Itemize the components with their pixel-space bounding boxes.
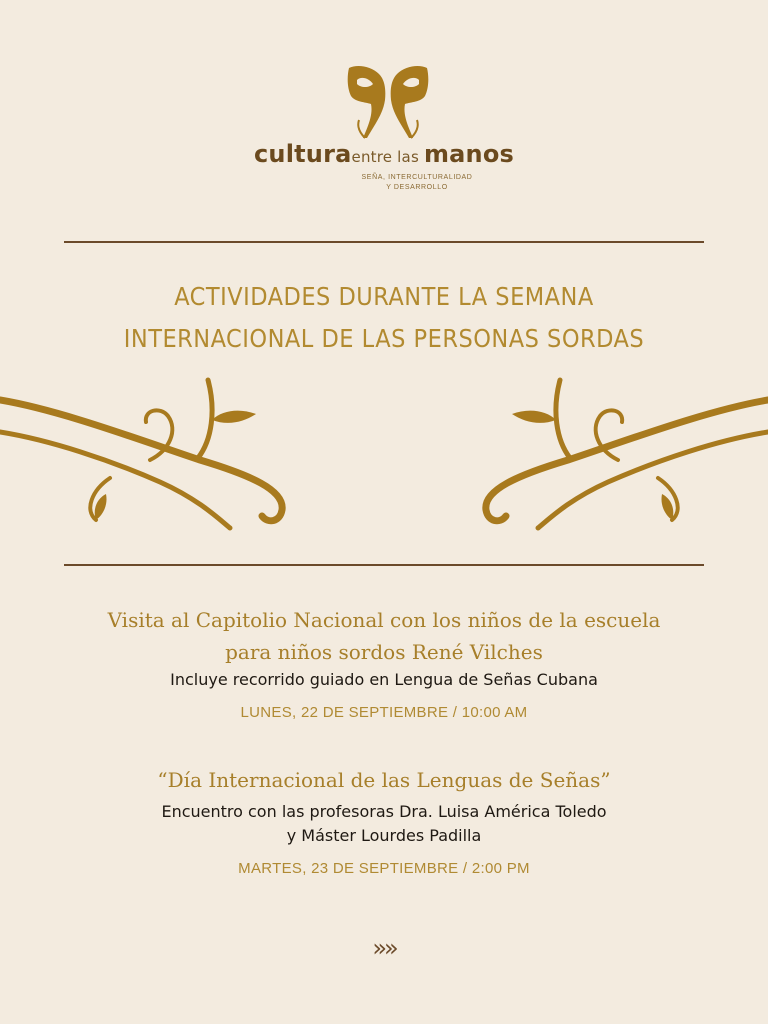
flourish-right-icon xyxy=(478,370,768,540)
brand-name xyxy=(0,140,768,171)
event-date: LUNES, 22 DE SEPTIEMBRE / 10:00 AM xyxy=(240,704,528,721)
event-1 xyxy=(0,604,768,724)
flourish-left-icon xyxy=(0,370,290,540)
event-title-line-1: “Día Internacional de las Lenguas de Señas” xyxy=(157,768,611,792)
event-date: MARTES, 23 DE SEPTIEMBRE / 2:00 PM xyxy=(238,860,530,877)
event-title-line-1: Visita al Capitolio Nacional con los niños de la escuela xyxy=(107,608,661,632)
divider-bottom xyxy=(64,564,704,566)
event-2 xyxy=(0,764,768,880)
title-line-2: INTERNACIONAL DE LAS PERSONAS SORDAS xyxy=(123,324,645,353)
brand-part-entre-las: entre las xyxy=(351,148,424,166)
event-title xyxy=(0,764,768,796)
title-line-1: ACTIVIDADES DURANTE LA SEMANA xyxy=(174,282,594,311)
hands-mask-icon xyxy=(345,62,431,142)
tagline-line-1: SEÑA, INTERCULTURALIDAD xyxy=(361,174,473,181)
brand-tagline xyxy=(0,173,768,193)
event-title xyxy=(0,604,768,668)
event-description-line-2: y Máster Lourdes Padilla xyxy=(286,826,482,845)
page-title xyxy=(0,276,768,360)
brand-logo xyxy=(0,140,768,193)
event-description: Incluye recorrido guiado en Lengua de Señas Cubana xyxy=(170,670,598,689)
event-title-line-2: para niños sordos René Vilches xyxy=(225,640,543,664)
brand-part-cultura: cultura xyxy=(254,140,352,168)
divider-top xyxy=(64,241,704,243)
event-description-line-1: Encuentro con las profesoras Dra. Luisa América Toledo xyxy=(161,802,607,821)
tagline-line-2: Y DESARROLLO xyxy=(386,184,448,191)
more-arrows-icon[interactable]: »» xyxy=(372,934,396,962)
brand-part-manos: manos xyxy=(423,140,514,168)
event-description xyxy=(0,800,768,848)
